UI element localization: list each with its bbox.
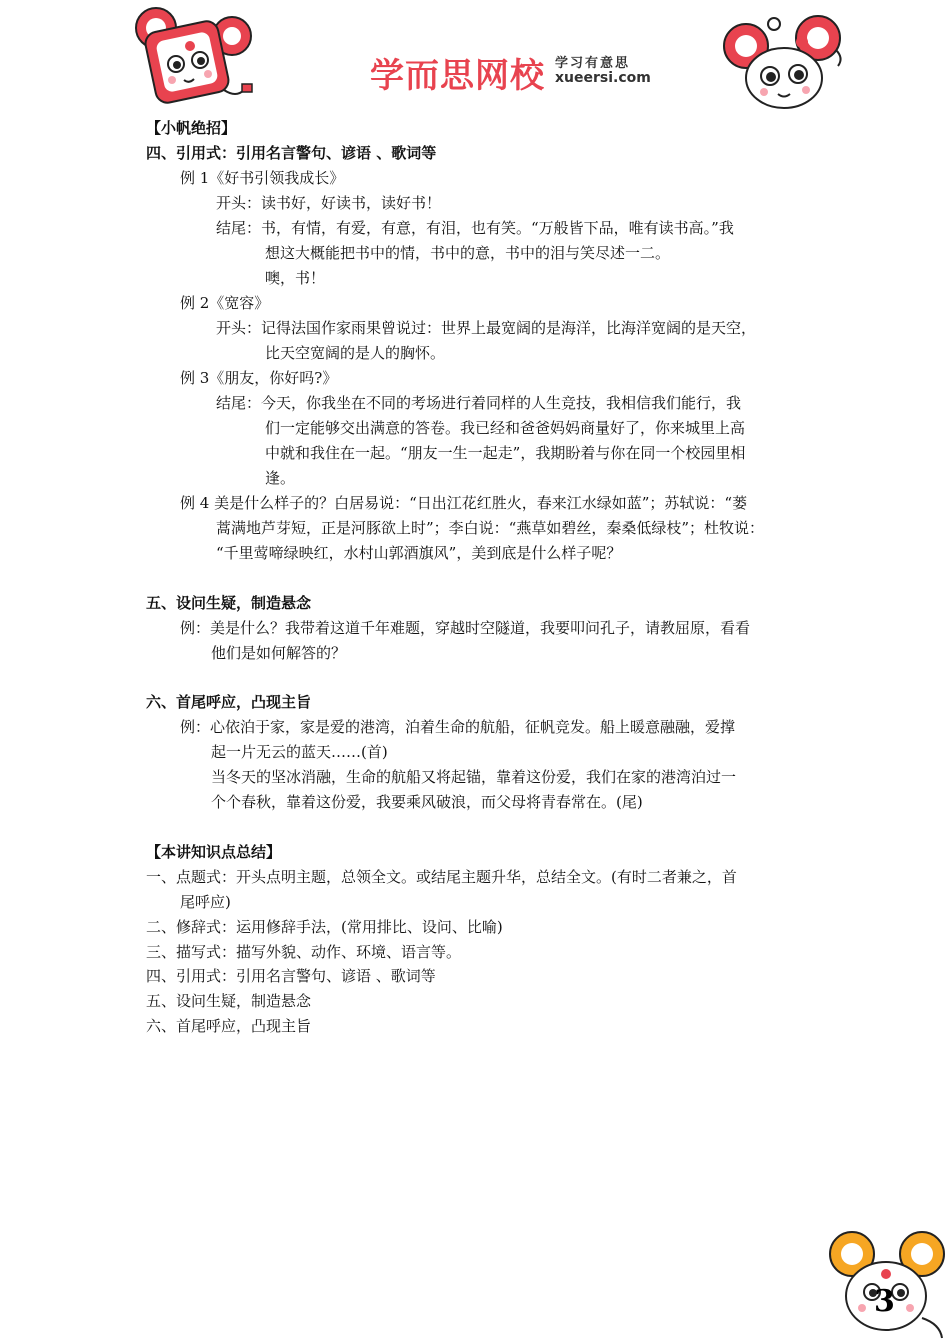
example-2-opening-line2: 比天空宽阔的是人的胸怀。 bbox=[265, 344, 446, 362]
brand-slogan: 学习有意思 bbox=[555, 56, 631, 71]
example-1-title: 例 1《好书引领我成长》 bbox=[180, 169, 345, 187]
example-3-ending-line3: 中就和我住在一起。“朋友一生一起走”，我期盼着与你在同一个校园里相 bbox=[265, 444, 746, 462]
summary-item-1-line1: 一、点题式：开头点明主题，总领全文。或结尾主题升华，总结全文。(有时二者兼之，首 bbox=[146, 868, 737, 886]
mascot-left-icon bbox=[132, 2, 258, 106]
example-4-line2: 蒿满地芦芽短，正是河豚欲上时”；李白说：“燕草如碧丝，秦桑低绿枝”；杜牧说： bbox=[216, 519, 765, 537]
section-4-heading: 四、引用式：引用名言警句、谚语 、歌词等 bbox=[146, 144, 437, 162]
example-4-line1: 例 4 美是什么样子的？白居易说：“日出江花红胜火，春来江水绿如蓝”；苏轼说：“蒌 bbox=[180, 494, 748, 512]
summary-heading: 【本讲知识点总结】 bbox=[146, 843, 282, 861]
summary-item-5: 五、设问生疑，制造悬念 bbox=[146, 992, 312, 1010]
example-3-ending-line2: 们一定能够交出满意的答卷。我已经和爸爸妈妈商量好了，你来城里上高 bbox=[265, 419, 746, 437]
example-2-opening-line1: 开头：记得法国作家雨果曾说过：世界上最宽阔的是海洋，比海洋宽阔的是天空， bbox=[216, 319, 757, 337]
example-4-line3: “千里莺啼绿映红，水村山郭酒旗风”，美到底是什么样子呢？ bbox=[216, 544, 622, 562]
example-2-title: 例 2《宽容》 bbox=[180, 294, 270, 312]
summary-item-1-line2: 尾呼应) bbox=[180, 893, 231, 911]
section-6-example-line3: 当冬天的坚冰消融，生命的航船又将起锚，靠着这份爱，我们在家的港湾泊过一 bbox=[211, 768, 737, 786]
section-6-heading: 六、首尾呼应，凸现主旨 bbox=[146, 693, 312, 711]
section-6-example-line2: 起一片无云的蓝天……(首) bbox=[211, 743, 388, 761]
example-3-ending-line1: 结尾：今天，你我坐在不同的考场进行着同样的人生竞技，我相信我们能行，我 bbox=[216, 394, 742, 412]
summary-item-4: 四、引用式：引用名言警句、谚语 、歌词等 bbox=[146, 967, 436, 985]
brand-site: xueersi.com bbox=[555, 70, 651, 86]
section-6-example-line1: 例：心依泊于家，家是爱的港湾，泊着生命的航船，征帆竞发。船上暖意融融，爱撑 bbox=[180, 718, 736, 736]
section-6-example-line4: 个个春秋，靠着这份爱，我要乘风破浪，而父母将青春常在。(尾) bbox=[211, 793, 643, 811]
example-1-ending-line3: 噢，书！ bbox=[265, 269, 326, 287]
mascot-right-icon bbox=[718, 10, 848, 114]
section-5-example-line2: 他们是如何解答的？ bbox=[211, 644, 347, 662]
section-5-heading: 五、设问生疑，制造悬念 bbox=[146, 594, 312, 612]
section-5-example-line1: 例：美是什么？我带着这道千年难题，穿越时空隧道，我要叩问孔子，请教屈原，看看 bbox=[180, 619, 751, 637]
section-tips-heading: 【小帆绝招】 bbox=[146, 119, 237, 137]
example-1-opening: 开头：读书好，好读书，读好书！ bbox=[216, 194, 442, 212]
page-number: 3 bbox=[874, 1284, 895, 1319]
example-1-ending-line2: 想这大概能把书中的情，书中的意，书中的泪与笑尽述一二。 bbox=[265, 244, 671, 262]
example-3-ending-line4: 逢。 bbox=[265, 469, 296, 487]
summary-item-3: 三、描写式：描写外貌、动作、环境、语言等。 bbox=[146, 943, 462, 961]
brand-name: 学而思网校 bbox=[370, 56, 545, 96]
summary-item-2: 二、修辞式：运用修辞手法，(常用排比、设问、比喻) bbox=[146, 918, 503, 936]
example-1-ending-line1: 结尾：书，有情，有爱，有意，有泪，也有笑。“万般皆下品，唯有读书高。”我 bbox=[216, 219, 734, 237]
example-3-title: 例 3《朋友，你好吗?》 bbox=[180, 369, 338, 387]
summary-item-6: 六、首尾呼应，凸现主旨 bbox=[146, 1017, 312, 1035]
